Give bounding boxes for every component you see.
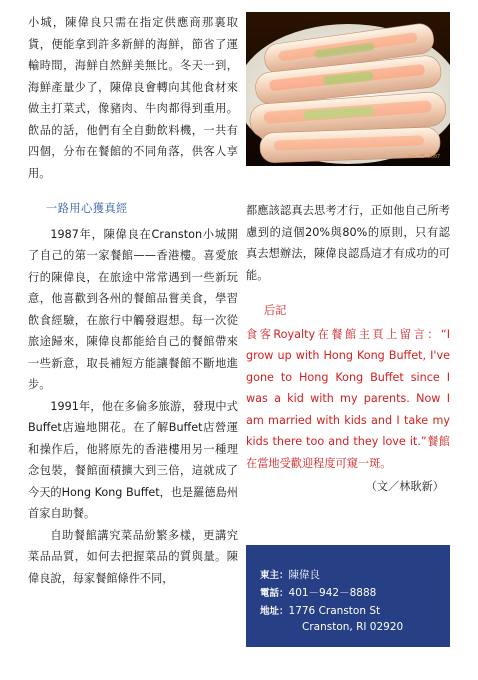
popularity-remark: 餐館在當地受歡迎程度可窺一斑。	[246, 435, 450, 470]
phone-value: 401－942－8888	[288, 587, 377, 599]
right-column	[246, 200, 450, 498]
history-paragraph-1: 1987年，陳偉良在Cranston小城開了自己的第一家餐館——香港樓。喜愛旅行的陳偉良，在旅途中常常遇到一些新玩意，他喜歡到各州的餐館品嘗美食，學習飲食經驗，在旅行中觸發遐想。每一次從旅途歸來，陳偉良都能給自己的餐館帶來一些新意，取長補短方能讓餐館不斷地進步。	[28, 227, 238, 391]
history-paragraph-2: 1991年，他在多倫多旅游，發現中式Buffet店遍地開花。在了解Buffet店營運和操作后，他將原先的香港樓用另一種理念包裝，餐館面積擴大到三倍，這就成了今天的Hong Kong Buffet，也是羅德島州首家自助餐。	[28, 399, 238, 520]
customer-quote	[246, 324, 450, 475]
address-row	[260, 603, 380, 617]
phone-row	[260, 585, 376, 600]
postscript-heading: 后記	[264, 304, 287, 317]
owner-row	[260, 567, 320, 582]
author-credit: （文／林耿新）	[365, 480, 444, 493]
intro-paragraph: 小城，陳偉良只需在指定供應商那裏取貨，便能拿到許多新鮮的海鮮，節省了運輸時間，海鮮自然鮮美無比。冬天一到，海鮮產量少了，陳偉良會轉向其他食材來做主打菜式，像豬肉、牛肉都得到重用。飲品的話，他們有全自動飲料機，一共有四個，分布在餐館的不同角落，供客人享用。	[28, 16, 238, 180]
address-line-1: 1776 Cranston St	[288, 605, 381, 617]
phone-label: 電話：	[260, 588, 289, 599]
spring-rolls-photo	[246, 12, 450, 166]
history-paragraph-3: 自助餐館講究菜品紛繁多樣，更講究菜品品質，如何去把握菜品的質與量。陳偉良說，每家餐館條件不同，	[28, 528, 238, 585]
restaurant-info-box	[246, 545, 450, 647]
customer-quote-text: 食客Royalty在餐館主頁上留言：“I grow up with Hong Kong Buffet, I've gone to Hong Kong Buffet since I was a kid with my parents. Now I am married with kids and I take my kids there too and they love it.”	[246, 327, 450, 448]
owner-label: 東主：	[260, 570, 289, 581]
address-line-2: Cranston, RI 02920	[302, 621, 404, 633]
address-label: 地址：	[260, 606, 289, 617]
principle-paragraph: 都應該認真去思考才行，正如他自己所考慮到的這個20%與80%的原則，只有認真去想辦法，陳偉良認爲這才有成功的可能。	[246, 204, 450, 282]
left-column	[28, 12, 238, 589]
owner-value: 陳偉良	[288, 569, 321, 581]
spring-rolls-illustration	[246, 12, 450, 166]
section-heading: 一路用心獲真經	[46, 202, 128, 215]
photo-date-stamp: Jan 25 2007	[406, 154, 440, 160]
